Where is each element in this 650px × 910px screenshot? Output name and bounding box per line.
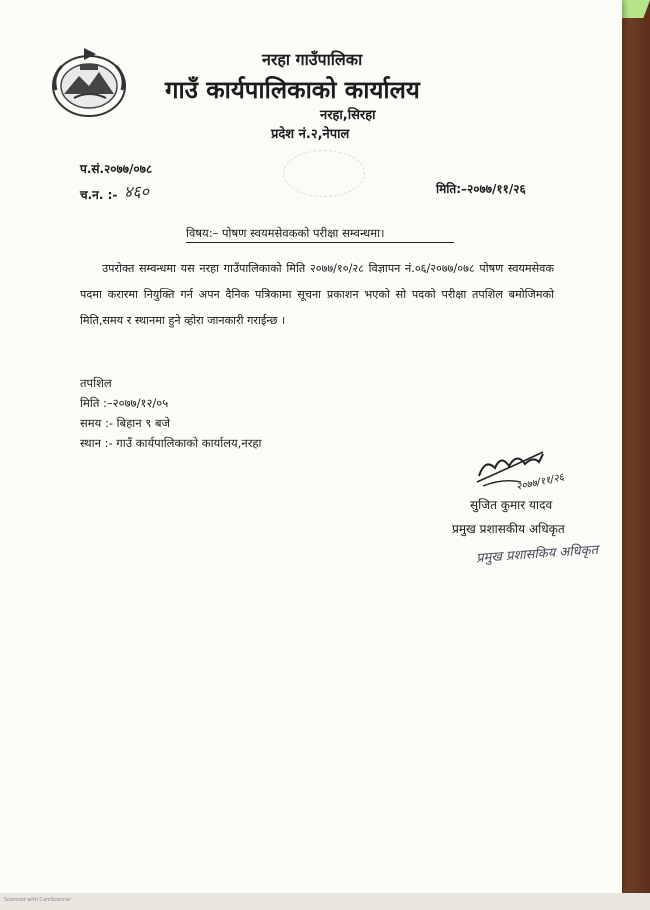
reference-number: प.सं.२०७७/०७८ [80,162,153,176]
body-text: उपरोक्त सम्वन्धमा यस नरहा गाउँपालिकाको मिति २०७७/१०/२८ विज्ञापन नं.०६/२०७७/०७८ पोषण स्वयमसेवक पदमा करारमा नियुक्ति गर्न अपन दैनिक पत्रिकामा सूचना प्रकाशन भएको सो पदको परीक्षा तपशिल बमोजिमको मिति,समय र स्थानमा हुने व्होरा जानकारी गराईन्छ । [80,262,554,327]
body-paragraph [80,256,554,334]
subject-underline [186,242,454,243]
signature-date: २०७७/११/२६ [515,472,565,493]
government-emblem-icon [44,46,134,120]
signatory-title: प्रमुख प्रशासकीय अधिकृत [452,522,565,536]
exam-date: मिति :–२०७७/१२/०५ [80,396,169,410]
municipality-name: नरहा गाउँपालिका [262,50,363,69]
dispatch-number-handwritten: ४६० [124,182,149,201]
office-title: गाउँ कार्यपालिकाको कार्यालय [165,76,420,104]
office-province: प्रदेश नं.२,नेपाल [271,127,350,142]
signatory-name: सुजित कुमार यादव [470,498,553,512]
exam-time: समय :- बिहान ९ बजे [80,416,171,430]
designation-stamp: प्रमुख प्रशासकिय अधिकृत [475,542,599,567]
office-city: नरहा,सिरहा [320,108,376,123]
letter-date: मिति:–२०७७/११/२६ [436,182,526,196]
faint-stamp [283,150,365,197]
exam-place: स्थान :- गाउँ कार्यपालिकाको कार्यालय,नरहा [80,436,262,450]
details-heading: तपशिल [80,376,112,390]
subject-line: विषय:– पोषण स्वयमसेवकको परीक्षा सम्वन्धमा। [186,226,385,240]
scanner-watermark: Scanned with CamScanner [4,897,72,903]
dispatch-label: च.न. :- [80,188,118,202]
scan-bottom-strip [0,893,650,910]
